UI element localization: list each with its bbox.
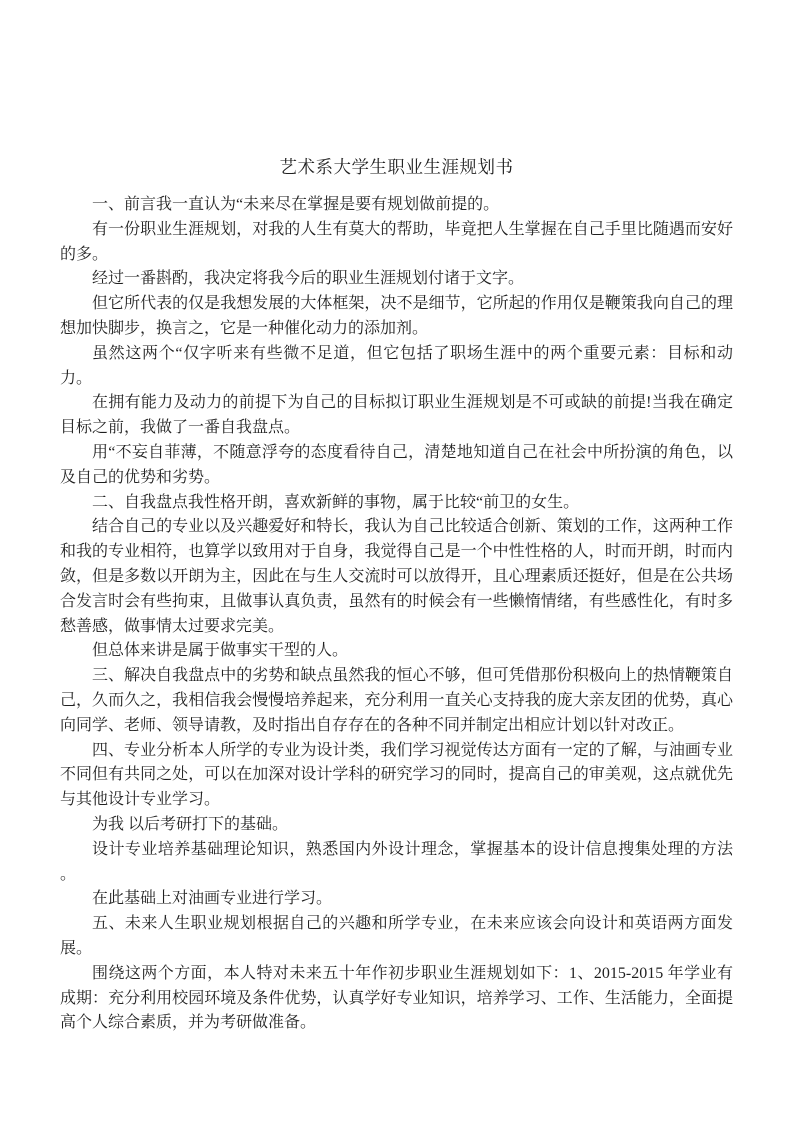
paragraph: 结合自己的专业以及兴趣爱好和特长，我认为自己比较适合创新、策划的工作，这两种工作和我的专业相符，也算学以致用对于自身，我觉得自己是一个中性性格的人，时而开朗，时而内敛，但是多数以开朗为主，因此在与生人交流时可以放得开，且心理素质还挺好，但是在公共场合发言时会有些拘束，且做事认真负责，虽然有的时候会有一些懒惰情绪，有些感性化，有时多愁善感，做事情太过要求完美。 xyxy=(60,518,733,635)
paragraph: 经过一番斟酌，我决定将我今后的职业生涯规划付诸于文字。 xyxy=(92,270,525,288)
paragraph: 设计专业培养基础理论知识，熟悉国内外设计理念，掌握基本的设计信息搜集处理的方法 。 xyxy=(60,840,733,883)
paragraph: 四、专业分析本人所学的专业为设计类，我们学习视觉传达方面有一定的了解，与油画专业不同但有共同之处，可以在加深对设计学科的研究学习的同时，提高自己的审美观，这点就优先与其他设计专业学习。 xyxy=(60,741,733,809)
document-title: 艺术系大学生职业生涯规划书 xyxy=(279,157,514,177)
paragraph: 有一份职业生涯规划，对我的人生有莫大的帮助，毕竟把人生掌握在自己手里比随遇而安好的多。 xyxy=(60,220,733,263)
paragraph: 在此基础上对油画专业进行学习。 xyxy=(92,890,333,908)
paragraph: 围绕这两个方面，本人特对未来五十年作初步职业生涯规划如下：1、2015-2015 年学业有成期：充分利用校园环境及条件优势，认真学好专业知识，培养学习、工作、生活能力，全面提高个人综合素质，并为考研做准备。 xyxy=(60,964,733,1032)
paragraph: 二、自我盘点我性格开朗，喜欢新鲜的事物，属于比较“前卫的女生。 xyxy=(92,493,580,511)
paragraph: 但总体来讲是属于做事实干型的人。 xyxy=(92,642,349,660)
paragraph: 三、解决自我盘点中的劣势和缺点虽然我的恒心不够，但可凭借那份积极向上的热情鞭策自己，久而久之，我相信我会慢慢培养起来，充分利用一直关心支持我的庞大亲友团的优势，真心向同学、老师、领导请教，及时指出自存存在的各种不同并制定出相应计划以针对改正。 xyxy=(60,667,733,734)
paragraph: 五、未来人生职业规划根据自己的兴趣和所学专业，在未来应该会向设计和英语两方面发展。 xyxy=(60,915,733,957)
document-body xyxy=(60,193,733,1036)
paragraph: 在拥有能力及动力的前提下为自己的目标拟订职业生涯规划是不可或缺的前提!当我在确定目标之前，我做了一番自我盘点。 xyxy=(60,394,733,437)
paragraph: 为我 以后考研打下的基础。 xyxy=(92,815,289,833)
paragraph: 虽然这两个“仅字听来有些微不足道，但它包括了职场生涯中的两个重要元素：目标和动力。 xyxy=(60,344,733,387)
paragraph: 但它所代表的仅是我想发展的大体框架，决不是细节，它所起的作用仅是鞭策我向自己的理想加快脚步，换言之，它是一种催化动力的添加剂。 xyxy=(60,295,733,337)
paragraph: 用“不妄自菲薄，不随意浮夸的态度看待自己，清楚地知道自己在社会中所扮演的角色，以及自己的优势和劣势。 xyxy=(60,443,733,486)
paragraph: 一、前言我一直认为“未来尽在掌握是要有规划做前提的。 xyxy=(92,196,500,213)
